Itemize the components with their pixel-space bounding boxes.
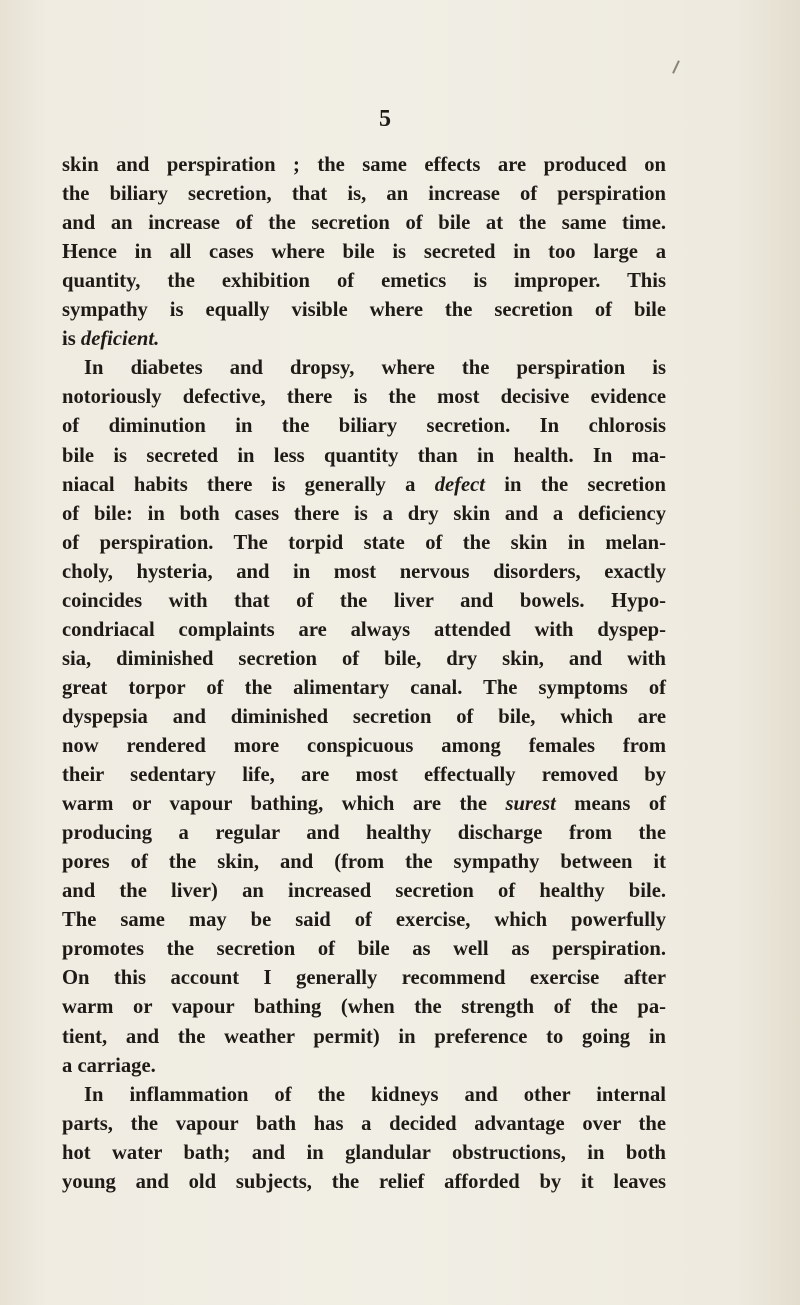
line-italic-text: surest: [505, 793, 556, 816]
text-line: [62, 470, 666, 500]
text-line: [84, 1080, 666, 1110]
line-text: quantity, the exhibition of emetics is improper. This: [62, 270, 666, 293]
line-text: of diminution in the biliary secretion. In chlorosis: [62, 415, 666, 438]
line-text: the biliary secretion, that is, an increase of perspiration: [62, 183, 666, 206]
text-line: [62, 934, 666, 964]
line-text: now rendered more conspicuous among females from: [62, 735, 666, 757]
page-number: 5: [379, 106, 391, 132]
line-text: dyspepsia and diminished secretion of bile, which are: [62, 705, 666, 728]
text-line: [62, 789, 666, 819]
text-line: [62, 644, 666, 674]
line-text: bile is secreted in less quantity than in health. In ma-: [62, 444, 666, 467]
text-line: [62, 208, 666, 238]
line-text: warm or vapour bathing, which are the: [62, 793, 506, 816]
text-line: [84, 353, 666, 383]
line-italic-text: defect: [434, 473, 486, 496]
text-line: [62, 1051, 666, 1081]
text-line: [62, 818, 666, 848]
line-text: of perspiration. The torpid state of the skin in melan-: [62, 531, 666, 554]
line-text: young and old subjects, the relief afforded by it leaves: [62, 1170, 666, 1193]
text-line: [62, 179, 666, 209]
text-line: [62, 1022, 666, 1052]
line-text: condriacal complaints are always attended with dyspep-: [62, 618, 666, 641]
text-line: [62, 847, 666, 877]
line-text-after: means of: [555, 793, 666, 816]
text-line: [62, 528, 666, 558]
line-italic-text: deficient.: [80, 328, 160, 351]
line-text: and an increase of the secretion of bile at the same time.: [62, 212, 666, 235]
line-text: producing a regular and healthy discharge from the: [62, 822, 666, 845]
line-text: The same may be said of exercise, which powerfully: [62, 909, 666, 932]
text-line: [62, 324, 666, 354]
text-line: [62, 411, 666, 441]
line-text: On this account I generally recommend exercise after: [62, 967, 666, 990]
line-text: choly, hysteria, and in most nervous disorders, exactly: [62, 560, 666, 583]
line-text: pores of the skin, and (from the sympathy between it: [62, 851, 666, 874]
line-text: sympathy is equally visible where the secretion of bile: [62, 299, 666, 322]
line-text: coincides with that of the liver and bowels. Hypo-: [62, 589, 666, 612]
line-text: skin and perspiration ; the same effects are produced on: [62, 154, 666, 176]
line-text: hot water bath; and in glandular obstructions, in both: [62, 1141, 666, 1164]
text-line: [62, 702, 666, 732]
line-text: great torpor of the alimentary canal. The symptoms of: [62, 676, 666, 699]
text-line: [62, 1138, 666, 1168]
line-text: and the liver) an increased secretion of healthy bile.: [62, 880, 666, 903]
line-text: of bile: in both cases there is a dry skin and a deficiency: [62, 502, 666, 525]
line-text: Hence in all cases where bile is secreted in too large a: [62, 241, 666, 264]
text-line: [62, 150, 666, 180]
text-line: [62, 905, 666, 935]
text-line: [62, 992, 666, 1022]
text-line: [62, 382, 666, 412]
line-text: their sedentary life, are most effectually removed by: [62, 764, 666, 787]
text-line: [62, 295, 666, 325]
line-text: sia, diminished secretion of bile, dry skin, and with: [62, 647, 666, 670]
text-line: [62, 1109, 666, 1139]
line-text: a carriage.: [62, 1054, 156, 1077]
text-line: [62, 266, 666, 296]
text-line: [62, 760, 666, 790]
line-text: notoriously defective, there is the most decisive evidence: [62, 386, 666, 409]
line-text: parts, the vapour bath has a decided advantage over the: [62, 1112, 666, 1135]
line-text: warm or vapour bathing (when the strength of the pa-: [62, 996, 666, 1019]
text-line: [62, 586, 666, 616]
text-line: [62, 237, 666, 267]
text-line: [62, 615, 666, 645]
line-text: niacal habits there is generally a: [62, 473, 435, 496]
text-line: [62, 963, 666, 993]
line-text: In inflammation of the kidneys and other internal: [84, 1083, 666, 1106]
text-line: [62, 673, 666, 703]
text-line: [62, 441, 666, 471]
line-text: promotes the secretion of bile as well as perspiration.: [62, 938, 666, 961]
text-line: [62, 557, 666, 587]
text-line: [62, 731, 666, 761]
line-text: In diabetes and dropsy, where the perspiration is: [84, 357, 666, 380]
text-line: [62, 876, 666, 906]
line-text: is: [62, 328, 81, 351]
line-text-after: in the secretion: [485, 473, 667, 496]
text-line: [62, 1167, 666, 1197]
text-line: [62, 499, 666, 529]
line-text: tient, and the weather permit) in preference to going in: [62, 1025, 666, 1048]
